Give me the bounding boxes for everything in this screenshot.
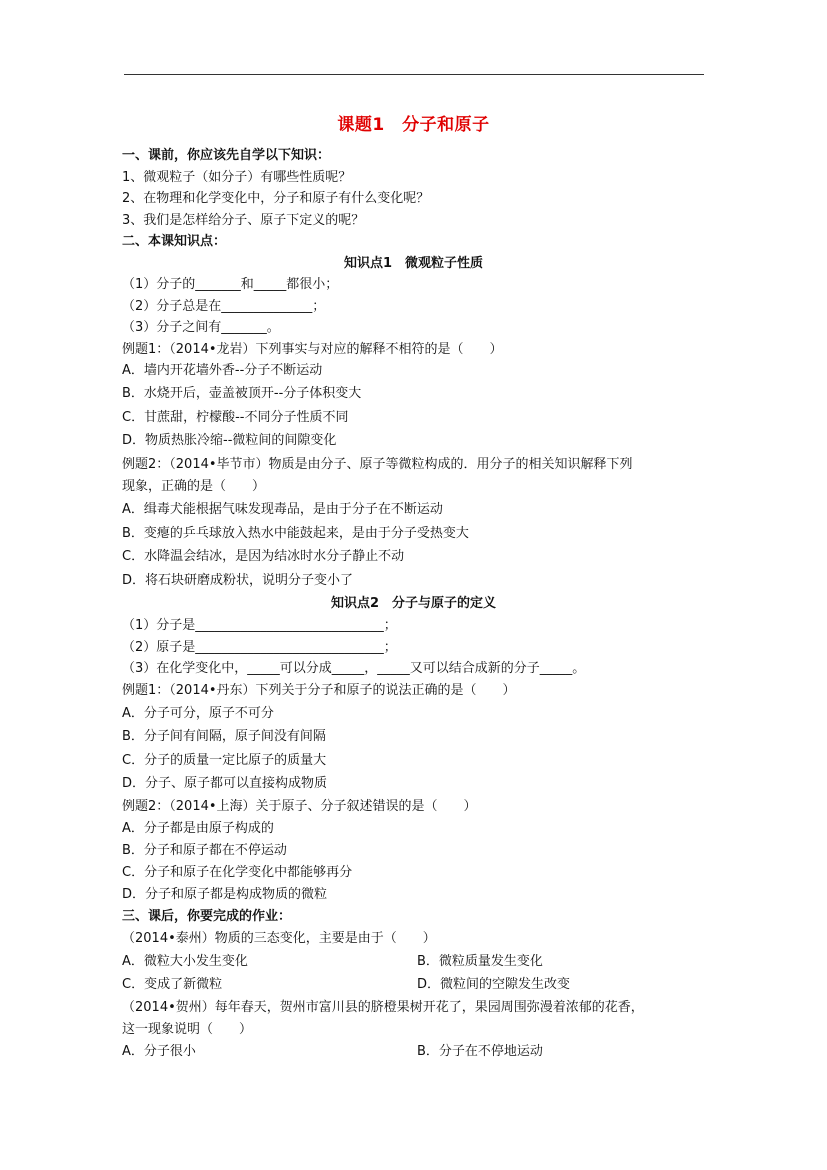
kp1-example1-option: B．水烧开后，壶盖被顶开--分子体积变大 bbox=[122, 386, 362, 401]
page-title: 课题1 分子和原子 bbox=[337, 115, 490, 135]
kp1-example2-option: A．缉毒犬能根据气味发现毒品，是由于分子在不断运动 bbox=[122, 502, 443, 517]
knowledge-point-2-title: 知识点2 分子与原子的定义 bbox=[330, 596, 497, 611]
kp2-example2-option: A．分子都是由原子构成的 bbox=[122, 821, 274, 836]
kp1-example1-option: C．甘蔗甜，柠檬酸--不同分子性质不同 bbox=[122, 410, 349, 425]
kp1-blank-line: （3）分子之间有_______。 bbox=[122, 320, 280, 335]
kp2-blank-line: （3）在化学变化中，_____可以分成_____，_____又可以结合成新的分子_____。 bbox=[122, 661, 586, 676]
kp1-example2-stem-cont: 现象，正确的是（ ） bbox=[122, 479, 266, 494]
homework2-stem-cont: 这一现象说明（ ） bbox=[122, 1022, 253, 1037]
section3-heading: 三、课后，你要完成的作业： bbox=[122, 909, 292, 924]
kp2-example1-option: C．分子的质量一定比原子的质量大 bbox=[122, 753, 327, 768]
homework2-option-a: A．分子很小 bbox=[122, 1044, 196, 1059]
header-rule bbox=[124, 74, 704, 75]
kp1-example1-option: D．物质热胀冷缩--微粒间的间隙变化 bbox=[122, 433, 337, 448]
kp1-example1-option: A．墙内开花墙外香--分子不断运动 bbox=[122, 363, 323, 378]
kp2-example2-stem: 例题2：（2014•上海）关于原子、分子叙述错误的是（ ） bbox=[122, 799, 477, 814]
kp1-example2-option: B．变瘪的乒乓球放入热水中能鼓起来，是由于分子受热变大 bbox=[122, 526, 469, 541]
kp2-example1-option: A．分子可分，原子不可分 bbox=[122, 706, 274, 721]
kp1-blank-line: （1）分子的_______和_____都很小； bbox=[122, 277, 339, 292]
homework2-stem: （2014•贺州）每年春天，贺州市富川县的脐橙果树开花了，果园周围弥漫着浓郁的花香， bbox=[122, 1000, 644, 1015]
section1-heading: 一、课前，你应该先自学以下知识： bbox=[122, 148, 331, 163]
kp1-example2-option: D．将石块研磨成粉状，说明分子变小了 bbox=[122, 573, 354, 588]
section2-heading: 二、本课知识点： bbox=[122, 234, 227, 249]
homework1-option-d: D．微粒间的空隙发生改变 bbox=[417, 977, 571, 992]
homework1-option-a: A．微粒大小发生变化 bbox=[122, 954, 248, 969]
kp2-example1-stem: 例题1：（2014•丹东）下列关于分子和原子的说法正确的是（ ） bbox=[122, 683, 516, 698]
kp2-example1-option: D．分子、原子都可以直接构成物质 bbox=[122, 776, 328, 791]
knowledge-point-1-title: 知识点1 微观粒子性质 bbox=[343, 256, 484, 271]
homework1-option-b: B．微粒质量发生变化 bbox=[417, 954, 543, 969]
preview-question: 1、微观粒子（如分子）有哪些性质呢？ bbox=[122, 170, 352, 185]
kp2-example2-option: C．分子和原子在化学变化中都能够再分 bbox=[122, 865, 353, 880]
kp2-example2-option: B．分子和原子都在不停运动 bbox=[122, 843, 287, 858]
kp2-blank-line: （1）分子是_____________________________； bbox=[122, 618, 397, 633]
preview-question: 2、在物理和化学变化中，分子和原子有什么变化呢？ bbox=[122, 191, 430, 206]
homework1-option-c: C．变成了新微粒 bbox=[122, 977, 223, 992]
kp1-example2-option: C．水降温会结冰，是因为结冰时水分子静止不动 bbox=[122, 549, 405, 564]
homework2-option-b: B．分子在不停地运动 bbox=[417, 1044, 543, 1059]
kp1-blank-line: （2）分子总是在______________； bbox=[122, 299, 326, 314]
preview-question: 3、我们是怎样给分子、原子下定义的呢？ bbox=[122, 213, 365, 228]
kp1-example2-stem: 例题2：（2014•毕节市）物质是由分子、原子等微粒构成的．用分子的相关知识解释下列 bbox=[122, 457, 633, 472]
kp2-example2-option: D．分子和原子都是构成物质的微粒 bbox=[122, 887, 328, 902]
kp2-example1-option: B．分子间有间隔，原子间没有间隔 bbox=[122, 729, 326, 744]
kp1-example1-stem: 例题1：（2014•龙岩）下列事实与对应的解释不相符的是（ ） bbox=[122, 342, 503, 357]
kp2-blank-line: （2）原子是_____________________________； bbox=[122, 640, 397, 655]
homework1-stem: （2014•泰州）物质的三态变化，主要是由于（ ） bbox=[122, 931, 436, 946]
